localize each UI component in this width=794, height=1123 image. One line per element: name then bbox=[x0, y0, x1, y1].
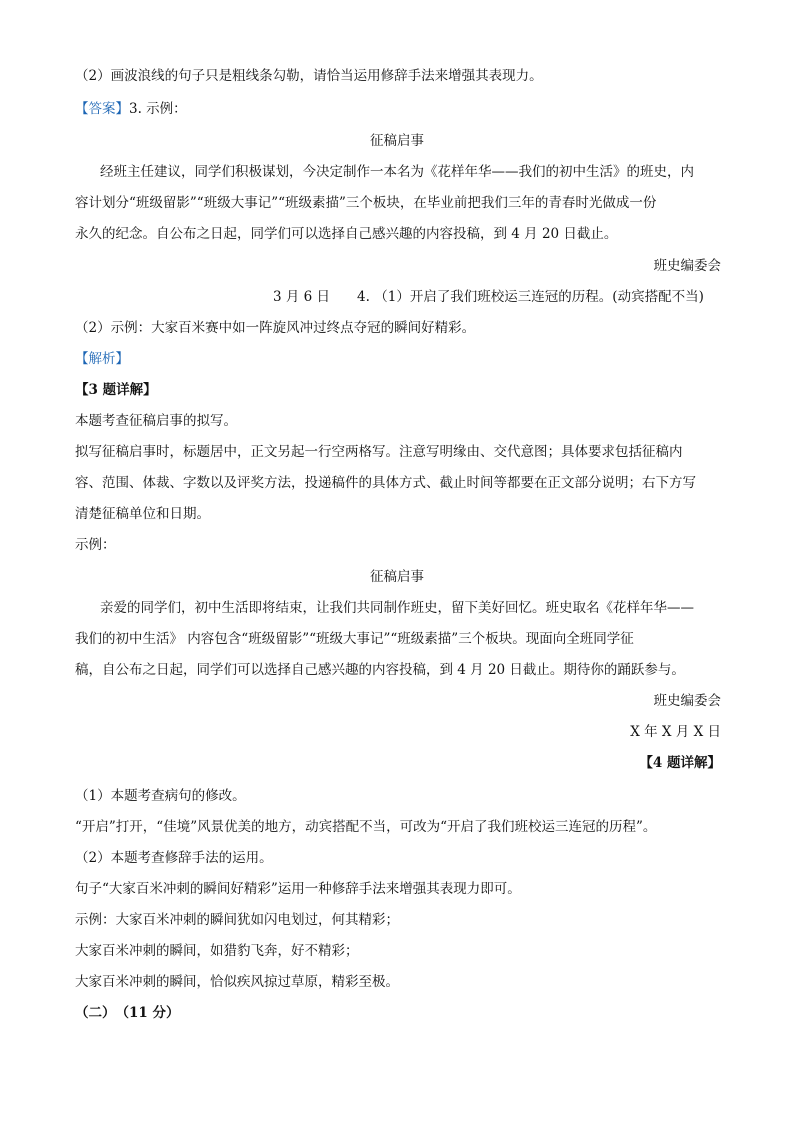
answer-tag: 【答案】 bbox=[75, 101, 129, 117]
detail-4-text: （2）本题考查修辞手法的运用。 bbox=[75, 850, 273, 866]
notice-body-line: 永久的纪念。自公布之日起，同学们可以选择自己感兴趣的内容投稿，到 4 月 20 日截止。 bbox=[75, 226, 618, 242]
answer-line bbox=[75, 99, 187, 119]
detail-4-tag: 【4 题详解】 bbox=[639, 755, 721, 771]
notice-title: 征稿启事 bbox=[370, 133, 424, 149]
analysis-tag: 【解析】 bbox=[75, 351, 129, 367]
detail-3-text: 本题考查征稿启事的拟写。 bbox=[75, 413, 237, 429]
detail-4-text: 大家百米冲刺的瞬间，如猎豹飞奔，好不精彩； bbox=[75, 943, 359, 959]
notice-body-line: 容计划分“班级留影”“班级大事记”“班级素描”三个板块，在毕业前把我们三年的青春时光做成一份 bbox=[75, 195, 657, 211]
example-notice-signature: 班史编委会 bbox=[653, 693, 721, 709]
detail-3-text: 拟写征稿启事时，标题居中，正文另起一行空两格写。注意写明缘由、交代意图；具体要求包括征稿内 bbox=[75, 444, 683, 460]
detail-3-tag: 【3 题详解】 bbox=[75, 382, 157, 398]
notice-body-line: 经班主任建议，同学们积极谋划，今决定制作一本名为《花样年华——我们的初中生活》的班史，内 bbox=[100, 164, 694, 180]
detail-3-text: 清楚征稿单位和日期。 bbox=[75, 506, 210, 522]
q4-2-answer: （2）示例：大家百米赛中如一阵旋风冲过终点夺冠的瞬间好精彩。 bbox=[75, 320, 476, 336]
detail-4-text: （1）本题考查病句的修改。 bbox=[75, 788, 246, 804]
notice-date-and-q4-answer: 3 月 6 日 4. （1）开启了我们班校运三连冠的历程。(动宾搭配不当) bbox=[273, 289, 704, 305]
detail-4-text: 句子“大家百米冲刺的瞬间好精彩”运用一种修辞手法来增强其表现力即可。 bbox=[75, 881, 521, 897]
question-4-2-prompt: （2）画波浪线的句子只是粗线条勾勒，请恰当运用修辞手法来增强其表现力。 bbox=[75, 68, 543, 84]
example-notice-body-line: 稿，自公布之日起，同学们可以选择自己感兴趣的内容投稿，到 4 月 20 日截止。期待你的踊跃参与。 bbox=[75, 662, 685, 678]
example-notice-body-line: 我们的初中生活》 内容包含“班级留影”“班级大事记”“班级素描”三个板块。现面向全班同学征 bbox=[75, 631, 634, 647]
detail-4-text: 大家百米冲刺的瞬间，恰似疾风掠过草原，精彩至极。 bbox=[75, 974, 399, 990]
section-heading: （二） （11 分） bbox=[75, 1005, 180, 1021]
detail-4-text: “开启”打开，“佳境”风景优美的地方，动宾搭配不当，可改为“开启了我们班校运三连冠的历程”。 bbox=[75, 819, 657, 835]
example-label: 示例： bbox=[75, 537, 116, 553]
example-notice-body-line: 亲爱的同学们，初中生活即将结束，让我们共同制作班史，留下美好回忆。班史取名《花样年华—— bbox=[100, 600, 694, 616]
example-notice-title: 征稿启事 bbox=[370, 569, 424, 585]
example-notice-date: X 年 X 月 X 日 bbox=[630, 724, 721, 740]
detail-3-text: 容、范围、体裁、字数以及评奖方法，投递稿件的具体方式、截止时间等都要在正文部分说明；右下方写 bbox=[75, 475, 696, 491]
answer-text: 3. 示例： bbox=[129, 101, 187, 117]
detail-4-text: 示例：大家百米冲刺的瞬间犹如闪电划过，何其精彩； bbox=[75, 912, 399, 928]
notice-signature: 班史编委会 bbox=[653, 258, 721, 274]
